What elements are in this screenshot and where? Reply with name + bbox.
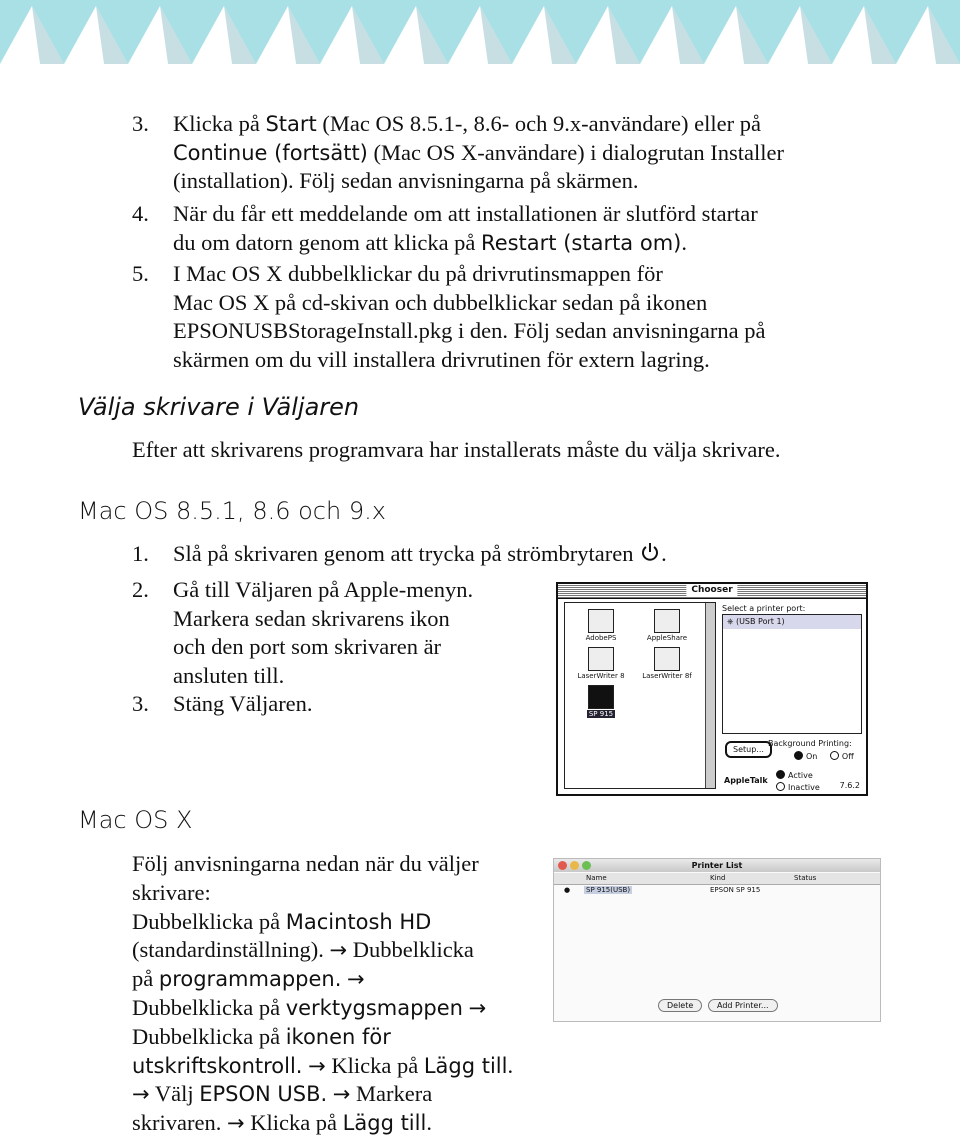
driver-label: LaserWriter 8f <box>642 672 692 680</box>
text-line <box>173 260 765 289</box>
driver-list <box>564 602 716 789</box>
ui-term: → <box>132 1082 150 1107</box>
mac9-heading: Mac OS 8.5.1, 8.6 och 9.x <box>78 497 386 525</box>
ui-term: EPSON USB. <box>199 1082 328 1107</box>
close-icon[interactable] <box>558 861 567 870</box>
driver-item[interactable] <box>571 609 631 642</box>
decorative-banner <box>0 0 960 64</box>
radio-off-label: Off <box>841 752 854 761</box>
step-number: 4. <box>132 201 149 226</box>
text-line <box>173 317 765 346</box>
driver-item[interactable] <box>637 647 697 680</box>
text-line <box>132 850 513 879</box>
text-line <box>173 167 784 196</box>
text-run: Välj <box>149 1081 200 1107</box>
text-run: Dubbelklicka på <box>132 994 286 1020</box>
text-line: ansluten till. <box>173 662 285 688</box>
ui-term: Restart (starta om) <box>481 230 682 255</box>
text-run: Klicka på <box>325 1052 424 1078</box>
ui-term: → <box>332 1082 351 1107</box>
column-kind[interactable]: Kind <box>710 874 726 882</box>
text-run: Mac OS X på cd-skivan och dubbelklickar sedan på ikonen <box>173 289 708 315</box>
zoom-icon[interactable] <box>582 861 591 870</box>
network-share-icon <box>654 609 680 633</box>
text-line <box>132 908 513 937</box>
step-text <box>173 540 667 569</box>
chooser-title: Chooser <box>686 584 737 597</box>
ui-term: → <box>226 1111 245 1136</box>
text-run: . <box>507 1052 514 1078</box>
text-run: När du får ett meddelande om att installationen är slutförd startar <box>173 201 758 226</box>
column-status[interactable]: Status <box>794 874 817 882</box>
text-line <box>132 1052 513 1081</box>
ui-term: verktygsmappen <box>285 995 463 1020</box>
version-label: 7.6.2 <box>839 781 860 790</box>
ui-term: → <box>347 967 365 992</box>
text-line <box>132 1080 513 1109</box>
chooser-window <box>556 582 868 796</box>
text-line <box>132 994 513 1023</box>
text-run: Markera <box>350 1081 433 1107</box>
port-item[interactable] <box>723 615 861 629</box>
text-run: Klicka på <box>173 111 266 136</box>
text-run: skrivaren. <box>132 1110 227 1136</box>
section-heading: Välja skrivare i Väljaren <box>78 393 360 421</box>
ui-term: Continue (fortsätt) <box>173 140 368 165</box>
ui-term: Start <box>265 112 317 136</box>
text-line <box>173 200 758 229</box>
radio-off[interactable] <box>830 751 839 760</box>
chooser-title-bar <box>558 584 866 599</box>
text-run: på <box>132 966 159 992</box>
printer-driver-icon <box>588 609 614 633</box>
step-text <box>173 576 473 690</box>
power-icon <box>639 541 661 563</box>
step-text <box>173 260 765 374</box>
text-line <box>173 110 784 139</box>
step1-text: Slå på skrivaren genom att trycka på strömbrytaren <box>173 541 634 566</box>
text-run: skärmen om du vill installera drivrutinen för extern lagring. <box>173 346 710 372</box>
text-line <box>132 879 513 908</box>
driver-label: AppleShare <box>646 634 688 642</box>
scrollbar[interactable] <box>705 603 715 788</box>
text-run: Dubbelklicka <box>347 937 474 963</box>
text-run: Följ anvisningarna nedan när du väljer <box>132 851 479 876</box>
step-text <box>173 200 758 257</box>
text-line <box>132 1023 513 1052</box>
driver-label: SP 915 <box>588 710 614 718</box>
usb-icon: ⎈ <box>727 617 736 626</box>
setup-button[interactable]: Setup... <box>725 741 772 758</box>
step-number: 1. <box>132 541 149 566</box>
text-line <box>173 289 765 318</box>
ui-term: Macintosh HD <box>285 909 432 934</box>
default-printer-icon: ● <box>564 886 571 894</box>
step-number: 3. <box>132 111 149 136</box>
ui-term: programmappen. <box>158 967 342 992</box>
radio-active-label: Active <box>788 771 813 780</box>
text-run: . <box>426 1110 432 1136</box>
background-printing-label: Background Printing: <box>768 739 852 748</box>
text-line <box>173 346 765 375</box>
printer-icon <box>588 685 614 709</box>
text-run: (Mac OS X-användare) i dialogrutan Installer <box>367 139 784 165</box>
port-label: Select a printer port: <box>722 604 806 613</box>
driver-label: AdobePS <box>585 634 617 642</box>
step-number: 2. <box>132 577 149 602</box>
text-run: Dubbelklicka på <box>132 1023 286 1049</box>
step-text: Stäng Väljaren. <box>173 691 313 716</box>
appletalk-label: AppleTalk <box>724 776 768 785</box>
row-kind: EPSON SP 915 <box>710 886 761 894</box>
column-name[interactable]: Name <box>586 874 607 882</box>
step-number: 5. <box>132 261 149 286</box>
ui-term: Lägg till <box>342 1111 427 1136</box>
text-run: du om datorn genom att klicka på <box>173 229 482 255</box>
ui-term: → <box>329 938 348 963</box>
text-run: skrivare: <box>132 879 211 905</box>
printer-list-window <box>553 858 881 1022</box>
text-run: (Mac OS 8.5.1-, 8.6- och 9.x-användare) eller på <box>316 111 761 136</box>
text-run: . <box>681 229 687 255</box>
radio-inactive-label: Inactive <box>788 783 820 792</box>
step-number: 3. <box>132 691 149 716</box>
driver-item-selected[interactable] <box>571 685 631 718</box>
text-run: Dubbelklicka på <box>132 908 286 934</box>
driver-item[interactable] <box>637 609 697 642</box>
step-text <box>173 110 784 196</box>
text-line: Markera sedan skrivarens ikon <box>173 605 450 631</box>
port-item-label: (USB Port 1) <box>735 617 785 626</box>
table-header <box>554 873 880 885</box>
text-line <box>132 965 513 994</box>
printer-driver-icon <box>654 647 680 671</box>
radio-active[interactable] <box>776 770 785 779</box>
add-printer-button[interactable]: Add Printer... <box>708 999 778 1012</box>
text-line <box>132 936 513 965</box>
appletalk-options <box>776 770 820 792</box>
ui-term: utskriftskontroll. <box>132 1053 303 1078</box>
driver-item[interactable] <box>571 647 631 680</box>
table-row[interactable] <box>554 885 880 896</box>
text-line <box>132 1109 513 1138</box>
ui-term: Lägg till <box>423 1053 508 1078</box>
text-run: (installation). Följ sedan anvisningarna på skärmen. <box>173 168 639 193</box>
radio-on[interactable] <box>794 751 803 760</box>
minimize-icon[interactable] <box>570 861 579 870</box>
background-printing <box>768 739 854 761</box>
text-run: (standardinställning). <box>132 937 330 963</box>
section-intro: Efter att skrivarens programvara har installerats måste du välja skrivare. <box>132 437 781 462</box>
text-line: Gå till Väljaren på Apple-menyn. <box>173 577 474 602</box>
ui-term: → <box>308 1053 326 1078</box>
text-line <box>173 139 784 168</box>
port-list <box>722 614 862 734</box>
radio-inactive[interactable] <box>776 782 785 791</box>
step1-end: . <box>661 541 667 566</box>
ui-term: ikonen för <box>285 1024 391 1049</box>
delete-button[interactable]: Delete <box>658 999 702 1012</box>
ui-term: → <box>468 995 487 1020</box>
radio-on-label: On <box>806 752 818 761</box>
macx-heading: Mac OS X <box>78 806 193 834</box>
printer-list-title-bar <box>554 859 880 872</box>
text-line <box>173 229 758 258</box>
text-line: och den port som skrivaren är <box>173 634 442 659</box>
macx-instructions <box>132 850 513 1138</box>
text-run: EPSONUSBStorageInstall.pkg i den. Följ sedan anvisningarna på <box>173 318 766 343</box>
printer-list-title: Printer List <box>691 861 743 870</box>
text-run: I Mac OS X dubbelklickar du på drivrutinsmappen för <box>173 261 663 286</box>
driver-label: LaserWriter 8 <box>577 672 625 680</box>
row-name: SP 915(USB) <box>586 886 631 894</box>
printer-driver-icon <box>588 647 614 671</box>
text-run: Klicka på <box>244 1110 343 1136</box>
